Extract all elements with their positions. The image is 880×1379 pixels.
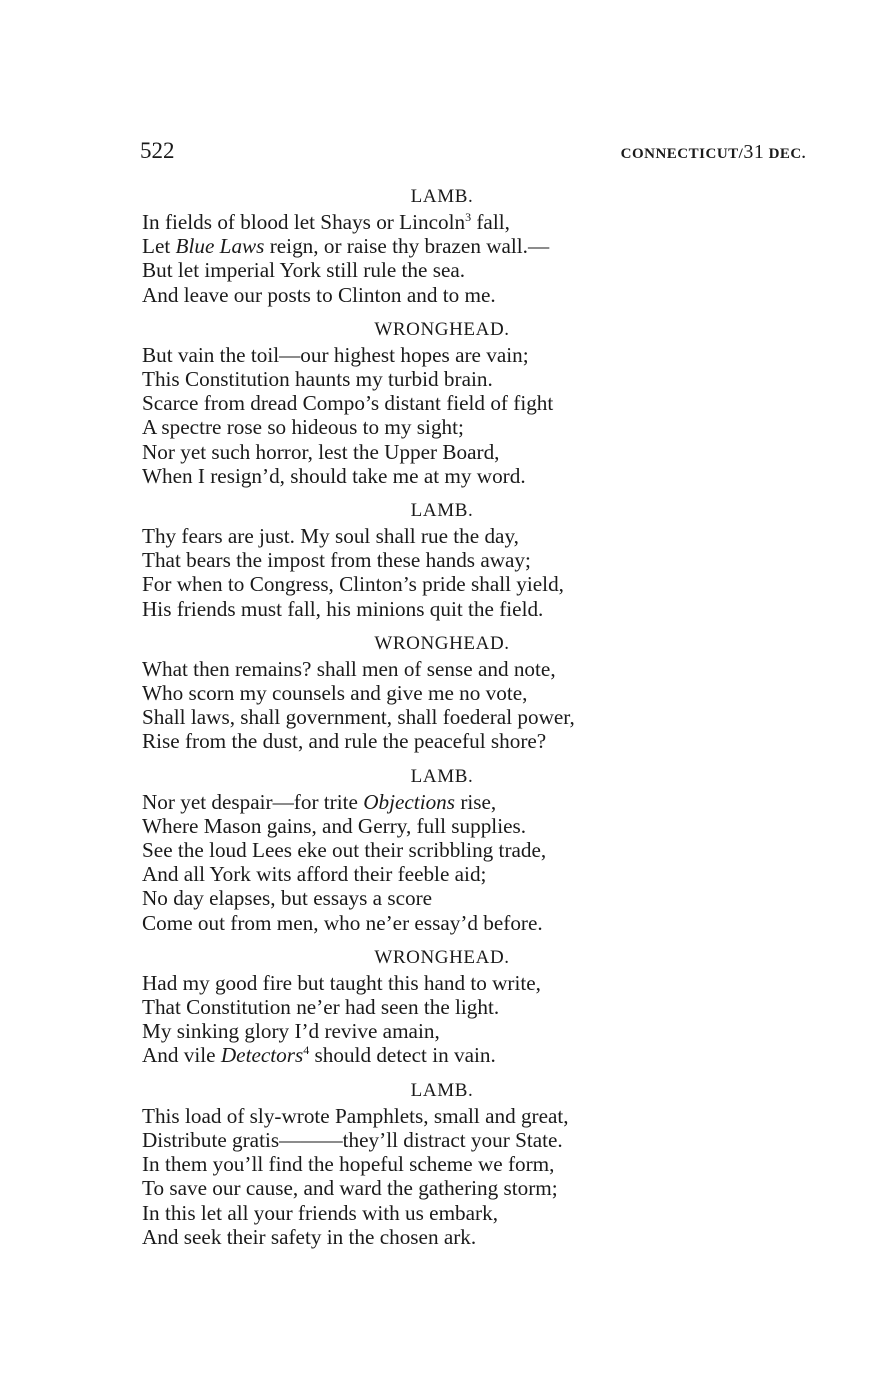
verse-line: His friends must fall, his minions quit the field. <box>142 596 544 621</box>
verse-line: No day elapses, but essays a score <box>142 886 433 911</box>
speaker-name: LAMB. <box>410 765 474 787</box>
verse-line <box>142 790 652 814</box>
verse-line: But let imperial York still rule the sea. <box>142 258 466 283</box>
speaker-name: WRONGHEAD. <box>374 946 510 968</box>
footnote-marker: 4 <box>303 1043 310 1058</box>
verse-line: For when to Congress, Clinton’s pride shall yield, <box>142 572 564 597</box>
verse-line: A spectre rose so hideous to my sight; <box>142 415 464 440</box>
verse-line: Come out from men, who ne’er essay’d before. <box>142 910 543 935</box>
verse-line: And all York wits afford their feeble aid; <box>142 862 487 887</box>
verse-line-text: Let <box>142 234 176 259</box>
verse-line: This load of sly-wrote Pamphlets, small and great, <box>142 1103 569 1128</box>
verse-line <box>142 210 652 234</box>
speaker-name: WRONGHEAD. <box>374 318 510 340</box>
verse-line: Where Mason gains, and Gerry, full supplies. <box>142 813 527 838</box>
verse-line: That bears the impost from these hands away; <box>142 548 531 573</box>
speaker-name: LAMB. <box>410 1079 474 1101</box>
speaker-name: LAMB. <box>410 186 474 207</box>
verse-line: See the loud Lees eke out their scribbling trade, <box>142 838 547 863</box>
italic-title: Objections <box>363 789 456 814</box>
verse-line: What then remains? shall men of sense and note, <box>142 656 556 681</box>
verse-line: Nor yet such horror, lest the Upper Board, <box>142 439 500 464</box>
speaker-name: LAMB. <box>410 500 474 522</box>
speech-block <box>142 945 652 1068</box>
verse-line-text: Nor yet despair—for trite <box>142 789 364 814</box>
verse-line: That Constitution ne’er had seen the light. <box>142 995 500 1020</box>
footnote-marker: 3 <box>465 209 472 224</box>
verse-line <box>142 234 652 258</box>
verse-line-text: rise, <box>455 789 497 814</box>
verse-line: Shall laws, shall government, shall foederal power, <box>142 705 575 730</box>
verse-line: Had my good fire but taught this hand to write, <box>142 970 541 995</box>
verse-line: Distribute gratis———they’ll distract your State. <box>142 1127 563 1152</box>
verse-line: In this let all your friends with us embark, <box>142 1200 498 1225</box>
running-head <box>621 141 806 164</box>
verse-line: To save our cause, and ward the gathering storm; <box>142 1176 558 1201</box>
verse-line: This Constitution haunts my turbid brain. <box>142 367 493 392</box>
running-head-month: DEC. <box>768 146 806 162</box>
verse-line-text: fall, <box>471 210 510 234</box>
speech-block <box>142 317 652 488</box>
verse-line: My sinking glory I’d revive amain, <box>142 1019 440 1044</box>
verse-line: When I resign’d, should take me at my word. <box>142 463 526 488</box>
speech-block <box>142 498 652 621</box>
page-number: 522 <box>140 138 175 163</box>
speech-block <box>142 764 652 935</box>
running-head-separator: / <box>738 146 744 162</box>
verse-line: But vain the toil—our highest hopes are vain; <box>142 342 529 367</box>
verse-line: Rise from the dust, and rule the peaceful shore? <box>142 729 547 754</box>
verse-line: Thy fears are just. My soul shall rue the day, <box>142 524 519 549</box>
verse-line: Scarce from dread Compo’s distant field of fight <box>142 391 554 416</box>
verse-line-text: reign, or raise thy brazen wall.— <box>264 234 550 259</box>
verse-line-text: In fields of blood let Shays or Lincoln <box>142 210 466 234</box>
speech-block <box>142 1078 652 1249</box>
verse-line <box>142 1043 652 1067</box>
speaker-name: WRONGHEAD. <box>374 632 510 654</box>
italic-title: Blue Laws <box>175 234 265 259</box>
verse-line: In them you’ll find the hopeful scheme we form, <box>142 1152 555 1177</box>
verse-line: And seek their safety in the chosen ark. <box>142 1224 477 1249</box>
verse-line-text: should detect in vain. <box>309 1043 496 1068</box>
italic-title: Detectors <box>220 1043 304 1068</box>
verse-body <box>142 184 652 1259</box>
speech-block <box>142 184 652 307</box>
running-head-day: 31 <box>743 141 765 163</box>
running-head-state: CONNECTICUT <box>620 146 739 162</box>
speech-block <box>142 631 652 754</box>
verse-line: And leave our posts to Clinton and to me. <box>142 282 496 307</box>
verse-line: Who scorn my counsels and give me no vote, <box>142 681 528 706</box>
verse-line-text: And vile <box>142 1043 221 1068</box>
page-header <box>140 138 806 168</box>
